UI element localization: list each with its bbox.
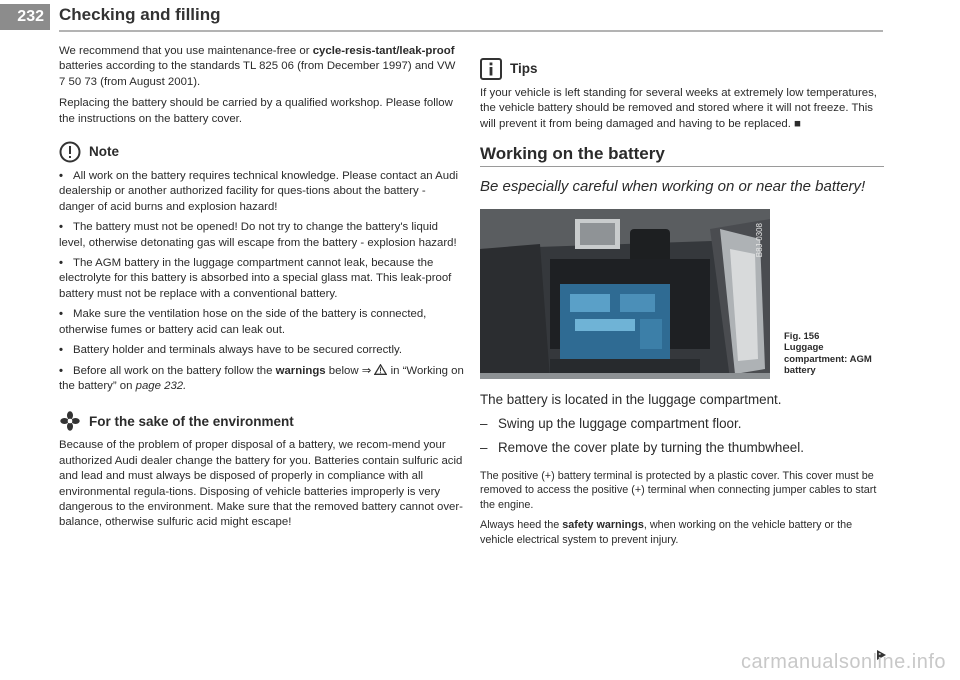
step-item: – Remove the cover plate by turning the thumbwheel. — [480, 439, 804, 455]
tips-heading — [480, 58, 885, 80]
page-header — [0, 0, 960, 34]
chapter-title: Checking and filling — [59, 5, 221, 24]
environment-title: For the sake of the environment — [89, 413, 294, 429]
note-bullet: • Battery holder and terminals always have to be secured correctly. — [59, 344, 403, 357]
safety-bold: safety warnings — [562, 519, 644, 532]
intro-bold: cycle-resis-tant/leak-proof — [312, 45, 455, 57]
lead-text: Be especially careful when working on or near the battery! — [480, 177, 866, 195]
intro-paragraph — [59, 44, 464, 90]
note-title: Note — [89, 144, 119, 160]
tips-title: Tips — [510, 61, 538, 77]
flower-icon — [59, 410, 81, 432]
step-text: Swing up the luggage compartment floor. — [498, 415, 742, 431]
photo-code: B8J-0308 — [754, 222, 764, 257]
safety-text-b: , when working on the vehicle battery or the vehicle electrical system to prevent injury. — [480, 519, 853, 546]
note-bullet-text: Battery holder and terminals always have to be secured correctly. — [73, 344, 403, 357]
note-bullet-text: Make sure the ventilation hose on the side of the battery is connected, otherwise fumes or battery acid can leak out. — [59, 308, 427, 336]
caution-circle-icon — [59, 141, 81, 163]
watermark: carmanualsonline.info — [740, 651, 946, 673]
safety-text-a: Always heed the — [480, 519, 563, 532]
intro-text-a: We recommend that you use maintenance-free or — [59, 45, 313, 57]
positive-terminal-text: The positive (+) battery terminal is protected by a plastic cover. This cover must be removed to access the positive (+) terminal when connecting jumper cables to start the engine. — [480, 469, 877, 511]
note-bullet-text: The AGM battery in the luggage compartment cannot leak, because the electrolyte for this battery is absorbed into a special glass mat. This leak-proof battery must not be replace with a conventional battery. — [59, 257, 452, 300]
section-rule — [480, 166, 884, 167]
intro-text-b: batteries according to the standards TL 825 06 (from December 1997) and VW 7 50 73 (from August 2001). — [59, 60, 456, 88]
right-column — [480, 44, 885, 554]
safety-text — [480, 518, 885, 547]
battery-photo-illustration — [480, 209, 770, 379]
note-bullet: • All work on the battery requires technical knowledge. Please contact an Audi dealership or another authorized facility for ques-tions about the battery - danger of acid burns and explosion hazard! — [59, 170, 458, 213]
note-bullet: • Before all work on the battery follow the warnings below ⇒ in “Working on the battery” on page 232. — [59, 364, 464, 392]
note-bullet-text: The battery must not be opened! Do not try to change the battery's liquid level, otherwise detonating gas will escape from the battery - explosion hazard! — [59, 221, 457, 249]
info-icon — [480, 58, 502, 80]
environment-heading — [59, 410, 464, 432]
note-bullet: • The battery must not be opened! Do not try to change the battery's liquid level, otherwise detonating gas will escape from the battery - explosion hazard! — [59, 221, 457, 249]
warning-ref-text-c: in “Working on the battery” on — [59, 364, 464, 392]
step-text: Remove the cover plate by turning the thumbwheel. — [498, 439, 804, 455]
warning-ref-text-b: below ⇒ — [325, 364, 375, 377]
figure-label: Fig. 156 — [784, 330, 820, 342]
tips-text: If your vehicle is left standing for several weeks at extremely low temperatures, the vehicle battery should be removed and stored where it will not freeze. This will prevent it from being damaged and having to be replaced. ■ — [480, 87, 877, 130]
battery-photo — [480, 209, 770, 379]
header-rule — [59, 30, 883, 32]
page-number: 232 — [0, 4, 50, 30]
left-column — [59, 44, 464, 537]
note-bullet: • Make sure the ventilation hose on the side of the battery is connected, otherwise fumes or battery acid can leak out. — [59, 308, 427, 336]
note-heading — [59, 141, 464, 163]
figure-caption-text: Luggage compartment: AGM battery — [784, 342, 872, 377]
located-text: The battery is located in the luggage compartment. — [480, 391, 782, 407]
section-title: Working on the battery — [480, 144, 665, 164]
note-bullet: • The AGM battery in the luggage compartment cannot leak, because the electrolyte for this battery is absorbed into a special glass mat. This leak-proof battery must not be replace with a conventional battery. — [59, 257, 452, 300]
step-item: – Swing up the luggage compartment floor. — [480, 415, 742, 431]
page-reference-link[interactable]: page 232. — [135, 379, 187, 392]
figure — [480, 209, 885, 379]
warning-triangle-icon — [374, 364, 387, 375]
warning-ref-bold: warnings — [275, 364, 326, 377]
warning-ref-text-a: Before all work on the battery follow the — [73, 364, 276, 377]
replacing-paragraph: Replacing the battery should be carried by a qualified workshop. Please follow the instructions on the battery cover. — [59, 97, 453, 125]
note-bullet-text: All work on the battery requires technical knowledge. Please contact an Audi dealership or another authorized facility for ques-tions about the battery - danger of acid burns and explosion hazard! — [59, 170, 458, 213]
environment-text: Because of the problem of proper disposal of a battery, we recom-mend your authorized Audi dealer change the battery for you. Batteries contain sulfuric acid and lead and must always be disposed of properly in compliance with all environmental regula-tions. Disposing of vehicle batteries improperly is very dangerous to the environment. Make sure that the removed battery cannot over-balance, otherwise sulfuric acid might escape! — [59, 439, 463, 529]
figure-caption — [784, 331, 885, 377]
